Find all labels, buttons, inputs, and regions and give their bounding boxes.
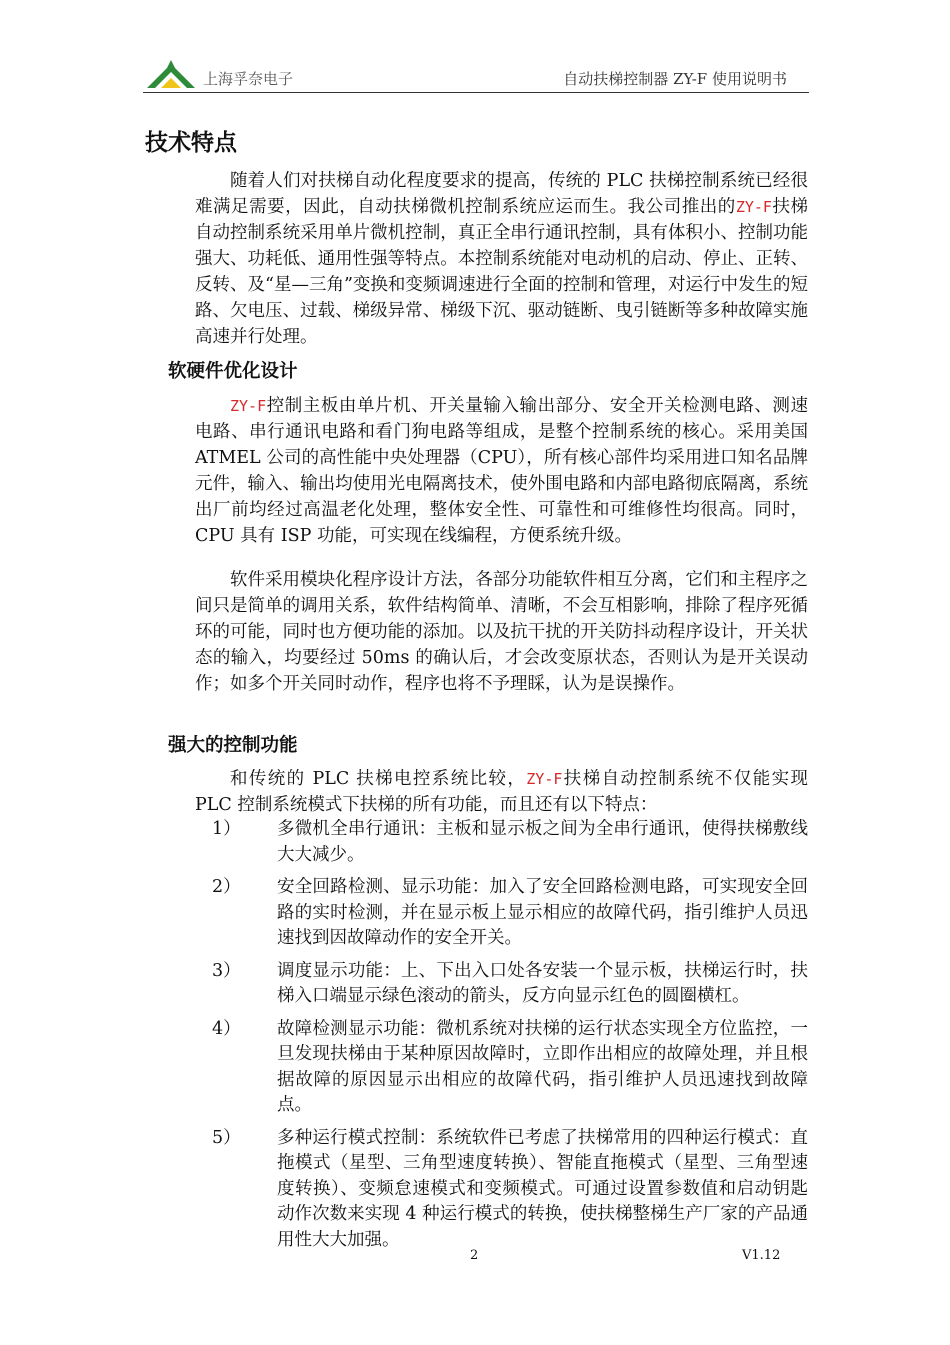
page-number: 2 [470, 1248, 479, 1263]
company-name: 上海孚奈电子 [203, 70, 294, 88]
feature-list [195, 817, 808, 1260]
section-heading-functions: 强大的控制功能 [168, 735, 298, 756]
model-name: ZY-F [735, 198, 772, 216]
document-title: 自动扶梯控制器 ZY-F 使用说明书 [563, 70, 787, 88]
list-item: 4） 故障检测显示功能：微机系统对扶梯的运行状态实现全方位监控，一旦发现扶梯由于某种原因故障时，立即作出相应的故障处理，并且根据故障的原因显示出相应的故障代码，指引维护人员迅速找到故障点。 [212, 1018, 808, 1115]
design-paragraph-1: ZY-F控制主板由单片机、开关量输入输出部分、安全开关检测电路、测速电路、串行通讯电路和看门狗电路等组成，是整个控制系统的核心。采用美国 ATMEL 公司的高性能中央处理器（CPU），所有核心部件均采用进口知名品牌元件，输入、输出均使用光电隔离技术，使外围电路和内部电路彻底隔离，系统出厂前均经过高温老化处理，整体安全性、可靠性和可维修性均很高。同时，CPU 具有 ISP 功能，可实现在线编程，方便系统升级。 [195, 396, 808, 546]
intro-paragraph: 随着人们对扶梯自动化程度要求的提高，传统的 PLC 扶梯控制系统已经很难满足需要，因此，自动扶梯微机控制系统应运而生。我公司推出的ZY-F扶梯自动控制系统采用单片微机控制，真正全串行通讯控制，具有体积小、控制功能强大、功耗低、通用性强等特点。本控制系统能对电动机的启动、停止、正转、反转、及“星—三角”变换和变频调速进行全面的控制和管理，对运行中发生的短路、欠电压、过载、梯级异常、梯级下沉、驱动链断、曳引链断等多种故障实施高速并行处理。 [195, 171, 809, 347]
model-name: ZY-F [526, 770, 563, 788]
list-item: 5） 多种运行模式控制：系统软件已考虑了扶梯常用的四种运行模式：直拖模式（星型、三角型速度转换）、智能直拖模式（星型、三角型速度转换）、变频怠速模式和变频模式。可通过设置参数值和启动钥匙动作次数来实现 4 种运行模式的转换，使扶梯整梯生产厂家的产品通用性大大加强。 [212, 1127, 808, 1250]
version-label: V1.12 [742, 1248, 781, 1263]
design-paragraph-2: 软件采用模块化程序设计方法，各部分功能软件相互分离，它们和主程序之间只是简单的调用关系，软件结构简单、清晰，不会互相影响，排除了程序死循环的可能，同时也方便功能的添加。以及抗干扰的开关防抖动程序设计，开关状态的输入，均要经过 50ms 的确认后，才会改变原状态，否则认为是开关误动作；如多个开关同时动作，程序也将不予理睬，认为是误操作。 [195, 570, 808, 694]
functions-intro: 和传统的 PLC 扶梯电控系统比较，ZY-F扶梯自动控制系统不仅能实现 PLC 控制系统模式下扶梯的所有功能，而且还有以下特点： [195, 769, 808, 815]
list-item: 2） 安全回路检测、显示功能：加入了安全回路检测电路，可实现安全回路的实时检测，并在显示板上显示相应的故障代码，指引维护人员迅速找到因故障动作的安全开关。 [212, 877, 808, 948]
page-title: 技术特点 [145, 130, 237, 156]
company-logo-icon [145, 58, 199, 90]
model-name: ZY-F [230, 397, 267, 415]
list-item: 1） 多微机全串行通讯：主板和显示板之间为全串行通讯，使得扶梯敷线大大减少。 [212, 819, 808, 865]
page-header [143, 56, 809, 93]
section-heading-design: 软硬件优化设计 [168, 361, 298, 382]
list-item: 3） 调度显示功能：上、下出入口处各安装一个显示板，扶梯运行时，扶梯入口端显示绿色滚动的箭头，反方向显示红色的圆圈横杠。 [212, 960, 808, 1006]
